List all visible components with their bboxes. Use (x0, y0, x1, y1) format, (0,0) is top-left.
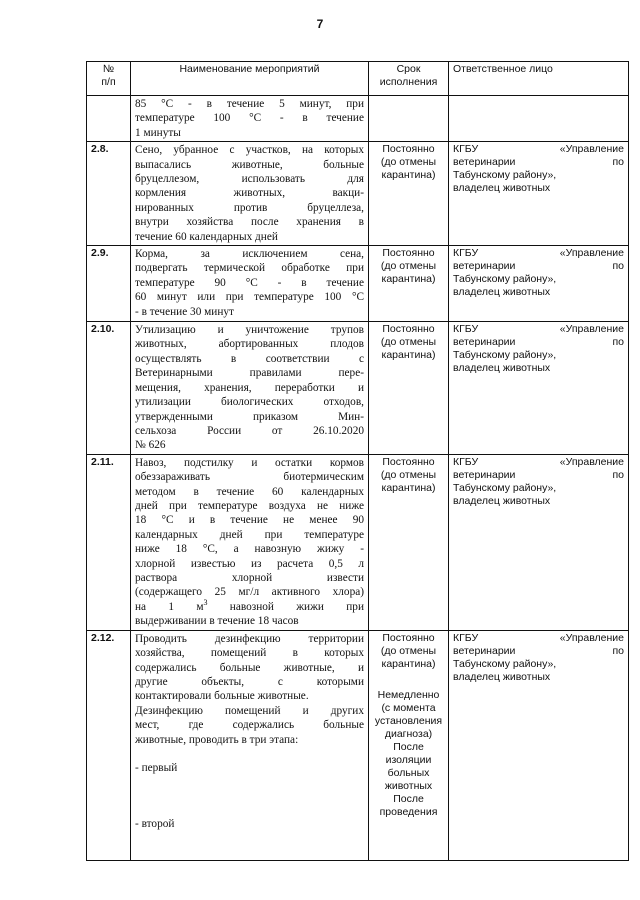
row-number: 2.8. (87, 142, 131, 246)
row-term: Постоянно (до отмены карантина) Немедленно (с момента установления диагноза) После изоляции больных животных После проведения (369, 630, 449, 860)
row-number: 2.10. (87, 322, 131, 455)
table-row (87, 246, 629, 322)
table-row (87, 630, 629, 860)
header-responsible: Ответственное лицо (449, 62, 629, 96)
table-row (87, 142, 629, 246)
row-responsible: КГБУ «Управление ветеринарии по Табунскому району», владелец животных (449, 322, 629, 455)
table-row (87, 322, 629, 455)
row-number (87, 96, 131, 142)
row-number: 2.9. (87, 246, 131, 322)
stage-first: - первый (135, 761, 178, 774)
row-term: Постоянно (до отмены карантина) (369, 246, 449, 322)
row-description: Сено, убранное с участков, на которых выпасались животные, больные бруцеллезом, использовать для кормления животных, вакци- нированных против бруцеллеза, внутри хозяйства после хранения в течение 60 календарных дней (131, 142, 369, 246)
row-number: 2.11. (87, 454, 131, 630)
table-row (87, 454, 629, 630)
table-header-row (87, 62, 629, 96)
row-term (369, 96, 449, 142)
row-description: Утилизацию и уничтожение трупов животных, абортированных плодов осуществлять в соответствии с Ветеринарными правилами пере- мещения, хранения, переработки и утилизации биологических отходов, утвержденными приказом Мин- сельхоза России от 26.10.2020 № 626 (131, 322, 369, 455)
row-description: 85 °С - в течение 5 минут, при температуре 100 °С - в течение 1 минуты (131, 96, 369, 142)
row-description: Навоз, подстилку и остатки кормов обеззараживать биотермическим методом в течение 60 календарных дней при температуре воздуха не ниже 18 °С и в течение не менее 90 календарных дней при температуре ниже 18 °С, а навозную жижу - хлорной известью из расчета 0,5 л раствора хлорной извести (содержащего 25 мг/л активного хлора) на 1 $м^3$ навозной жижи при выдерживании в течение 18 часов (131, 454, 369, 630)
row-responsible: КГБУ «Управление ветеринарии по Табунскому району», владелец животных (449, 142, 629, 246)
row-responsible (449, 96, 629, 142)
row-number: 2.12. (87, 630, 131, 860)
header-number: № п/п (87, 62, 131, 96)
row-responsible: КГБУ «Управление ветеринарии по Табунскому району», владелец животных (449, 630, 629, 860)
row-responsible: КГБУ «Управление ветеринарии по Табунскому району», владелец животных (449, 246, 629, 322)
row-responsible: КГБУ «Управление ветеринарии по Табунскому району», владелец животных (449, 454, 629, 630)
header-term: Срок исполнения (369, 62, 449, 96)
page-number: 7 (316, 17, 324, 31)
header-name: Наименование мероприятий (131, 62, 369, 96)
stage-second: - второй (135, 818, 175, 831)
row-description: Проводить дезинфекцию территории хозяйства, помещений в которых содержались больные животные, и другие объекты, с которыми контактировали больные животные. Дезинфекцию помещений и других мест, где содержались больные животные, проводить в три этапа: - первый - второй (131, 630, 369, 860)
row-term: Постоянно (до отмены карантина) (369, 142, 449, 246)
row-term: Постоянно (до отмены карантина) (369, 322, 449, 455)
row-description: Корма, за исключением сена, подвергать термической обработке при температуре 90 °С - в течение 60 минут или при температуре 100 °С - в течение 30 минут (131, 246, 369, 322)
row-term: Постоянно (до отмены карантина) (369, 454, 449, 630)
measures-table (86, 61, 629, 861)
table-row (87, 96, 629, 142)
